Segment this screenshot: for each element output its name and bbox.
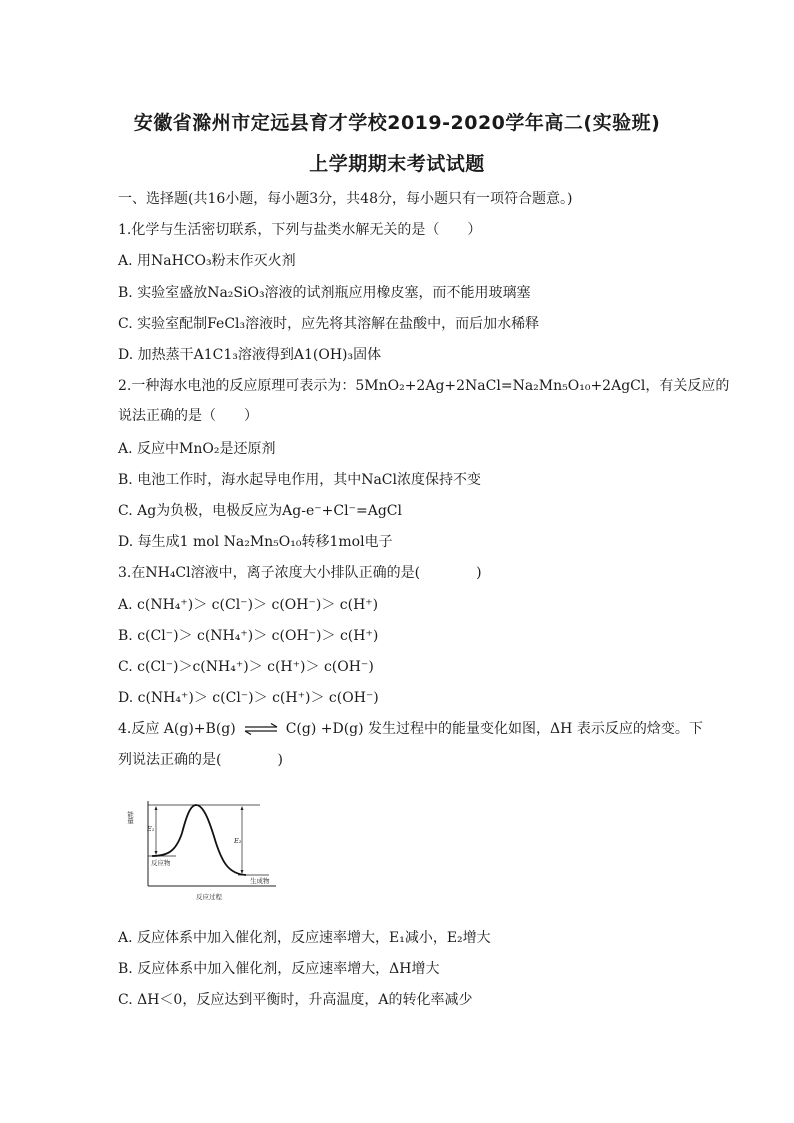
question-4-option-c: C. ΔH＜0，反应达到平衡时，升高温度，A的转化率减少 <box>118 992 473 1008</box>
e2-arrow-head-bottom <box>241 870 244 874</box>
x-axis-label: 反应过程 <box>196 893 222 901</box>
e1-arrow-head-top <box>155 806 158 810</box>
reactant-label: 反应物 <box>151 859 171 867</box>
question-1-stem: 1.化学与生活密切联系，下列与盐类水解无关的是（ ） <box>118 222 482 238</box>
question-1-option-c: C. 实验室配制FeCl₃溶液时，应先将其溶解在盐酸中，而后加水稀释 <box>118 316 540 332</box>
question-3-option-c: C. c(Cl⁻)＞c(NH₄⁺)＞ c(H⁺)＞ c(OH⁻) <box>118 659 374 675</box>
e1-arrow-head-bottom <box>155 851 158 855</box>
question-3-option-b: B. c(Cl⁻)＞ c(NH₄⁺)＞ c(OH⁻)＞ c(H⁺) <box>118 628 379 644</box>
question-4-stem-line-1 <box>118 718 703 738</box>
question-3-option-a: A. c(NH₄⁺)＞ c(Cl⁻)＞ c(OH⁻)＞ c(H⁺) <box>118 597 379 613</box>
question-2-option-b: B. 电池工作时，海水起导电作用，其中NaCl浓度保持不变 <box>118 472 481 488</box>
question-1-option-a: A. 用NaHCO₃粉末作灭火剂 <box>118 253 296 269</box>
section-heading: 一、选择题(共16小题，每小题3分，共48分，每小题只有一项符合题意。) <box>118 191 573 207</box>
question-2-option-a: A. 反应中MnO₂是还原剂 <box>118 441 276 457</box>
page-title-line-1: 安徽省滁州市定远县育才学校2019-2020学年高二(实验班) <box>133 112 661 134</box>
energy-profile-diagram <box>124 793 284 905</box>
question-1-option-b: B. 实验室盛放Na₂SiO₃溶液的试剂瓶应用橡皮塞，而不能用玻璃塞 <box>118 285 531 301</box>
question-1-option-d: D. 加热蒸干A1C1₃溶液得到A1(OH)₃固体 <box>118 347 382 363</box>
question-4-stem-line-2: 列说法正确的是( ) <box>118 752 283 768</box>
question-4-stem-post: C(g) +D(g) 发生过程中的能量变化如图，ΔH 表示反应的焓变。下 <box>285 721 703 737</box>
question-2-option-c: C. Ag为负极，电极反应为Ag-e⁻+Cl⁻=AgCl <box>118 503 402 519</box>
question-3-option-d: D. c(NH₄⁺)＞ c(Cl⁻)＞ c(H⁺)＞ c(OH⁻) <box>118 690 379 706</box>
product-label: 生成物 <box>250 877 270 885</box>
e2-arrow-head-top <box>241 806 244 810</box>
question-2-stem-line-2: 说法正确的是（ ） <box>118 408 258 424</box>
e2-label: E₂ <box>234 837 242 845</box>
question-2-option-d: D. 每生成1 mol Na₂Mn₅O₁₀转移1mol电子 <box>118 534 393 550</box>
question-4-option-b: B. 反应体系中加入催化剂，反应速率增大，ΔH增大 <box>118 961 440 977</box>
question-4-stem-pre: 4.反应 A(g)+B(g) <box>118 721 236 737</box>
question-3-stem: 3.在NH₄Cl溶液中，离子浓度大小排队正确的是( ) <box>118 565 482 581</box>
page-title-line-2: 上学期期末考试试题 <box>309 153 485 175</box>
y-axis-label: 能量 <box>126 811 134 824</box>
e1-label: E₁ <box>147 825 155 833</box>
equilibrium-arrow-icon <box>244 723 278 735</box>
question-4-option-a: A. 反应体系中加入催化剂，反应速率增大，E₁减小，E₂增大 <box>118 930 491 946</box>
question-2-stem-line-1: 2.一种海水电池的反应原理可表示为：5MnO₂+2Ag+2NaCl=Na₂Mn₅O₁₀+2AgCl，有关反应的 <box>118 378 730 394</box>
